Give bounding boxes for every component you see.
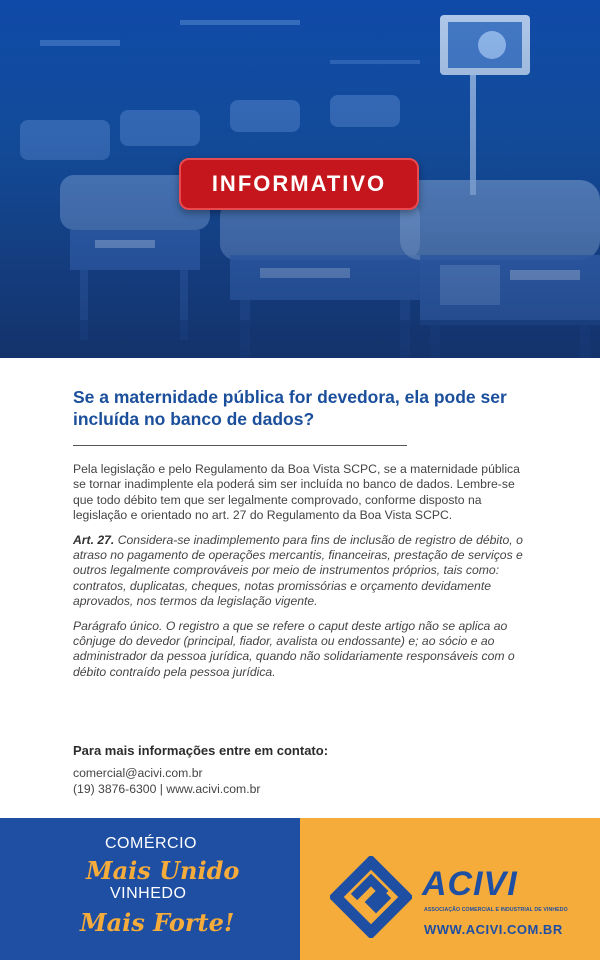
- acivi-website-link[interactable]: WWW.ACIVI.COM.BR: [424, 922, 563, 937]
- contact-phone-site[interactable]: (19) 3876-6300 | www.acivi.com.br: [73, 782, 261, 796]
- slogan-comercio: COMÉRCIO: [105, 835, 197, 852]
- paragraph-art-27: [73, 533, 533, 610]
- acivi-logo-icon: [330, 856, 412, 938]
- hero-banner: [0, 0, 600, 358]
- acivi-logo-panel: [300, 818, 600, 960]
- headline-divider: [73, 445, 407, 446]
- slogan-mais-forte: Mais Forte!: [80, 908, 235, 937]
- contact-email-link[interactable]: comercial@acivi.com.br: [73, 766, 203, 780]
- article-body: [73, 462, 533, 689]
- art-27-label: Art. 27.: [73, 532, 115, 547]
- acivi-subtitle: ASSOCIAÇÃO COMERCIAL E INDUSTRIAL DE VINHEDO: [424, 907, 568, 913]
- slogan-panel: [0, 818, 300, 960]
- slogan-vinhedo: VINHEDO: [110, 885, 187, 902]
- paragraph-unico: Parágrafo único. O registro a que se refere o caput deste artigo não se aplica ao cônjuge do devedor (principal, fiador, avalista ou endossante) e; ao sócio e ao administrador da pessoa jurídica, quando não solidariamente responsáveis com o débito contraído pela pessoa jurídica.: [73, 618, 515, 679]
- article-headline: Se a maternidade pública for devedora, ela pode ser incluída no banco de dados?: [73, 387, 507, 429]
- acivi-name: ACIVI: [422, 865, 518, 903]
- informativo-badge: INFORMATIVO: [179, 158, 419, 210]
- art-27-text: Considera-se inadimplemento para fins de inclusão de registro de débito, o atraso no pagamento de operações mercantis, financeiras, prestação de serviços e outros legalmente comprováveis por meio de instrumentos próprios, tais como: contratos, duplicatas, cheques, notas promissórias e orçamento devidamente aprovados, nos termos da legislação vigente.: [73, 532, 523, 609]
- contact-title: Para mais informações entre em contato:: [73, 743, 329, 758]
- paragraph-intro: Pela legislação e pelo Regulamento da Boa Vista SCPC, se a maternidade pública se tornar inadimplente ela poderá sim ser incluída no banco de dados. Lembre-se que todo débito tem que ser legalmente comprovado, conforme disposto na legislação e orientado no art. 27 do Regulamento da Boa Vista SCPC.: [73, 462, 520, 523]
- article-header: [73, 386, 533, 430]
- slogan-mais-unido: Mais Unido: [86, 856, 240, 885]
